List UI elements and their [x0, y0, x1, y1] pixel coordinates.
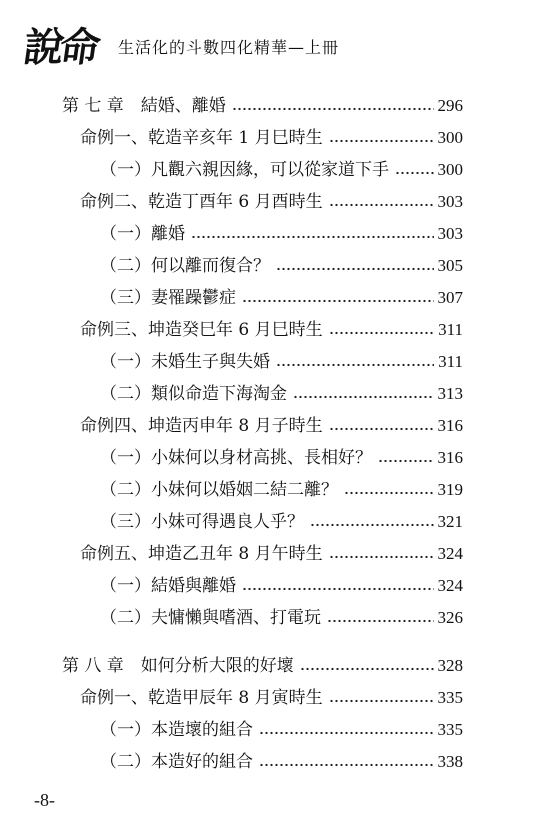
toc-entry-label: 命例五、坤造乙丑年 8 月午時生 — [80, 544, 323, 564]
toc-entry-page: 303 — [437, 224, 463, 243]
toc-entry-label: （一）凡觀六親因緣，可以從家道下手 — [100, 160, 389, 180]
toc-entry-label: 命例二、乾造丁酉年 6 月酉時生 — [80, 192, 323, 212]
dot-leader — [329, 410, 434, 442]
toc-entry-label: （一）離婚 — [100, 224, 185, 244]
dot-leader — [329, 682, 434, 714]
dot-leader — [191, 218, 434, 250]
toc-entry-page: 300 — [437, 160, 463, 179]
toc-entry-label: （一）未婚生子與失婚 — [100, 352, 270, 372]
dot-leader — [276, 346, 434, 378]
toc-example — [80, 186, 463, 218]
dot-leader — [259, 714, 434, 746]
dot-leader — [259, 746, 434, 778]
toc-entry-label: （二）本造好的組合 — [100, 752, 253, 772]
toc-entry-page: 328 — [437, 656, 463, 675]
toc-entry-label: 第 七 章 結婚、離婚 — [62, 96, 226, 116]
toc-chapter — [62, 650, 463, 682]
toc-entry-label: （二）何以離而復合？ — [100, 256, 270, 276]
toc-example — [80, 122, 463, 154]
toc-entry-page: 335 — [437, 720, 463, 739]
toc-entry-page: 335 — [437, 688, 463, 707]
toc-entry-label: 命例三、坤造癸巳年 6 月巳時生 — [80, 320, 323, 340]
toc-entry-label: 命例一、乾造辛亥年 1 月巳時生 — [80, 128, 323, 148]
toc-section — [100, 282, 463, 314]
toc-section — [100, 474, 463, 506]
page-header — [20, 22, 520, 74]
toc-entry-label: 命例一、乾造甲辰年 8 月寅時生 — [80, 688, 323, 708]
toc-entry-label: （二）夫慵懶與嗜酒、打電玩 — [100, 608, 321, 628]
toc-entry-page: 303 — [437, 192, 463, 211]
toc-entry-page: 321 — [437, 512, 463, 531]
toc-example — [80, 682, 463, 714]
toc-section — [100, 154, 463, 186]
toc-chapter — [62, 90, 463, 122]
dot-leader — [310, 506, 434, 538]
toc-entry-page: 296 — [437, 96, 463, 115]
toc-entry-page: 326 — [437, 608, 463, 627]
toc-entry-label: （三）小妹可得遇良人乎？ — [100, 512, 304, 532]
toc-entry-label: （三）妻罹躁鬱症 — [100, 288, 236, 308]
toc-entry-label: 命例四、坤造丙申年 8 月子時生 — [80, 416, 323, 436]
toc-section — [100, 570, 463, 602]
toc-section — [100, 714, 463, 746]
dot-leader — [329, 186, 434, 218]
dot-leader — [329, 314, 435, 346]
toc-entry-label: 第 八 章 如何分析大限的好壞 — [62, 656, 294, 676]
toc-entry-page: 319 — [437, 480, 463, 499]
page-number: -8- — [34, 790, 55, 810]
toc-section — [100, 442, 463, 474]
toc-entry-page: 324 — [437, 544, 463, 563]
dot-leader — [276, 250, 434, 282]
toc-entry-page: 316 — [437, 416, 463, 435]
toc-example — [80, 410, 463, 442]
toc-section — [100, 602, 463, 634]
toc-entry-label: （一）結婚與離婚 — [100, 576, 236, 596]
toc-section — [100, 746, 463, 778]
dot-leader — [300, 650, 434, 682]
dot-leader — [232, 90, 434, 122]
toc-entry-page: 324 — [437, 576, 463, 595]
dot-leader — [344, 474, 434, 506]
toc-example — [80, 314, 463, 346]
toc-entry-page: 300 — [437, 128, 463, 147]
toc-entry-page: 313 — [437, 384, 463, 403]
toc-entry-page: 307 — [437, 288, 463, 307]
toc-entry-label: （一）小妹何以身材高挑、長相好？ — [100, 448, 372, 468]
dot-leader — [395, 154, 434, 186]
toc-entry-page: 305 — [437, 256, 463, 275]
toc-entry-label: （二）類似命造下海淘金 — [100, 384, 287, 404]
toc-section — [100, 346, 463, 378]
toc-section — [100, 250, 463, 282]
toc-entry-page: 316 — [437, 448, 463, 467]
book-subtitle: 生活化的斗數四化精華—上冊 — [118, 38, 340, 57]
toc-section — [100, 506, 463, 538]
toc-section — [100, 218, 463, 250]
toc-entry-label: （二）小妹何以婚姻二結二離？ — [100, 480, 338, 500]
toc-entry-page: 311 — [438, 352, 463, 371]
dot-leader — [378, 442, 434, 474]
toc-entry-page: 338 — [437, 752, 463, 771]
dot-leader — [327, 602, 434, 634]
dot-leader — [242, 570, 434, 602]
toc-section — [100, 378, 463, 410]
dot-leader — [329, 122, 434, 154]
toc-example — [80, 538, 463, 570]
toc-entry-page: 311 — [438, 320, 463, 339]
dot-leader — [242, 282, 434, 314]
toc-entry-label: （一）本造壞的組合 — [100, 720, 253, 740]
dot-leader — [329, 538, 434, 570]
dot-leader — [293, 378, 434, 410]
book-logo: 說命 — [20, 24, 100, 71]
